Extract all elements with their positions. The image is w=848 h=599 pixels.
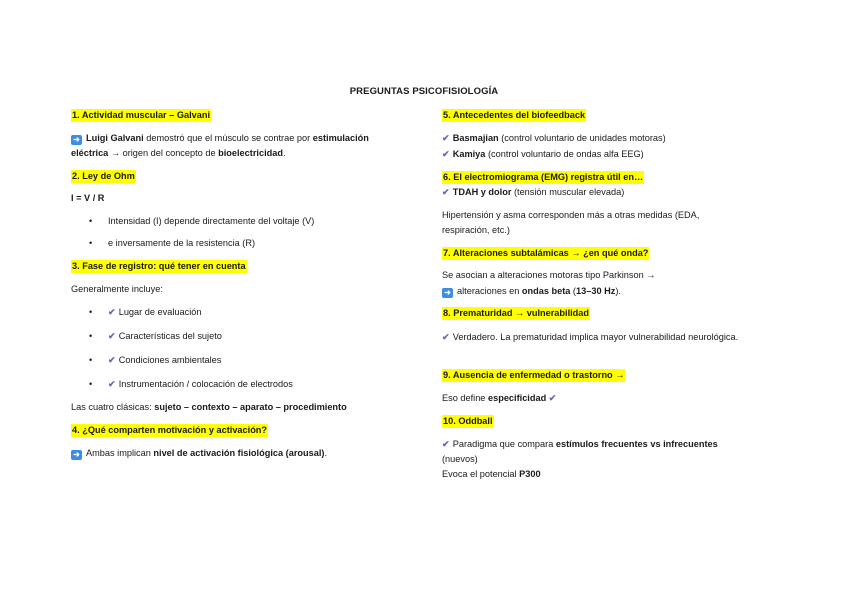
document-page: PREGUNTAS PSICOFISIOLOGÍA 1. Actividad muscular – Galvani ➜ Luigi Galvani demostró que el músculo se contrae por estimulación eléctrica → origen del concepto de bioelectricidad. 2. Ley de Ohm I = V / R • Intensidad (I) depende directamente del voltaje (V) • e inversamente de la resistencia (R) 3. Fase de registro: qué tener en cuenta Generalmente incluye: • ✔ Lugar de evaluación • ✔ Características del sujeto • ✔ Condiciones ambientales • ✔ Instrumentación / colocación de electrodos Las cuatro clásicas: sujeto – contexto – aparato – procedimiento 4. ¿Qué comparten motivación y activación? ➜ Ambas implican nivel de activación fisiológica (arousal). 5. Antecedentes del biofeedback ✔ Basmajian (control voluntario de unidades motoras) ✔ Kamiya (control voluntario de ondas alfa EEG) 6. El electromiograma (EMG) registra útil en… ✔ TDAH y dolor (tensión muscular elevada) Hipertensión y asma corresponden más a otras medidas (EDA, respiración, etc.) 7. Alteraciones subtalámicas → ¿en qué onda? Se asocian a alteraciones motoras tipo Parkinson → ➜ alteraciones en ondas beta (13–30 Hz). 8. Prematuridad → vulnerabilidad ✔ Verdadero. La prematuridad implica mayor vulnerabilidad neurológica. 9. Ausencia de enfermedad o trastorno → Eso define especificidad ✔ 10. Oddball ✔ Paradigma que compara estímulos frecuentes vs infrecuentes (nuevos) Evoca el potencial P300 bbox=[0, 0, 848, 599]
list-item: ✔ Basmajian (control voluntario de unidades motoras) bbox=[442, 133, 666, 143]
check-icon: ✔ bbox=[442, 133, 450, 143]
section-10-evoca: Evoca el potencial P300 bbox=[442, 469, 541, 479]
section-1-heading: 1. Actividad muscular – Galvani bbox=[72, 110, 211, 120]
check-icon: ✔ bbox=[108, 379, 116, 389]
section-10-text-line-2: (nuevos) bbox=[442, 454, 478, 464]
list-item: ✔ Kamiya (control voluntario de ondas alfa EEG) bbox=[442, 149, 644, 159]
check-icon: ✔ bbox=[442, 439, 450, 449]
section-7-line-1: Se asocian a alteraciones motoras tipo Parkinson → bbox=[442, 270, 656, 280]
section-8-text: ✔ Verdadero. La prematuridad implica mayor vulnerabilidad neurológica. bbox=[442, 332, 739, 342]
check-icon: ✔ bbox=[442, 187, 450, 197]
section-4-text: ➜ Ambas implican nivel de activación fisiológica (arousal). bbox=[71, 446, 327, 461]
section-3-heading: 3. Fase de registro: qué tener en cuenta bbox=[72, 261, 246, 271]
bullet-icon: • bbox=[89, 307, 93, 317]
section-1-text-line-1: ➜ Luigi Galvani demostró que el músculo se contrae por estimulación bbox=[71, 131, 369, 146]
arrow-right-icon: ➜ bbox=[442, 288, 453, 298]
bullet-icon: • bbox=[89, 216, 93, 226]
list-item: ✔ TDAH y dolor (tensión muscular elevada) bbox=[442, 187, 625, 197]
bullet-icon: • bbox=[89, 355, 93, 365]
page-title: PREGUNTAS PSICOFISIOLOGÍA bbox=[349, 86, 499, 97]
ohm-formula: I = V / R bbox=[71, 193, 105, 203]
bullet-icon: • bbox=[89, 379, 93, 389]
arrow-right-icon: ➜ bbox=[71, 135, 82, 145]
check-icon: ✔ bbox=[108, 331, 116, 341]
section-3-intro: Generalmente incluye: bbox=[71, 284, 163, 294]
arrow-right-icon: ➜ bbox=[71, 450, 82, 460]
check-icon: ✔ bbox=[442, 332, 450, 342]
section-2-heading: 2. Ley de Ohm bbox=[72, 171, 135, 181]
section-8-heading: 8. Prematuridad → vulnerabilidad bbox=[443, 308, 590, 318]
check-icon: ✔ bbox=[108, 307, 116, 317]
section-7-line-2: ➜ alteraciones en ondas beta (13–30 Hz). bbox=[442, 284, 621, 299]
section-4-heading: 4. ¿Qué comparten motivación y activación? bbox=[72, 425, 268, 435]
section-6-heading: 6. El electromiograma (EMG) registra útil en… bbox=[443, 172, 644, 182]
bullet-icon: • bbox=[89, 331, 93, 341]
section-10-heading: 10. Oddball bbox=[443, 416, 493, 426]
check-icon: ✔ bbox=[108, 355, 116, 365]
section-9-heading: 9. Ausencia de enfermedad o trastorno → bbox=[443, 370, 625, 380]
section-1-text-line-2: eléctrica → origen del concepto de bioelectricidad. bbox=[71, 148, 286, 158]
bullet-icon: • bbox=[89, 238, 93, 248]
section-5-heading: 5. Antecedentes del biofeedback bbox=[443, 110, 586, 120]
check-icon: ✔ bbox=[548, 393, 557, 403]
section-3-closing: Las cuatro clásicas: sujeto – contexto – aparato – procedimiento bbox=[71, 402, 347, 412]
section-9-text: Eso define especificidad ✔ bbox=[442, 393, 557, 403]
check-icon: ✔ bbox=[442, 149, 450, 159]
section-7-heading: 7. Alteraciones subtalámicas → ¿en qué onda? bbox=[443, 248, 649, 258]
section-10-text-line-1: ✔ Paradigma que compara estímulos frecuentes vs infrecuentes bbox=[442, 439, 718, 449]
section-6-note: Hipertensión y asma corresponden más a otras medidas (EDA, respiración, etc.) bbox=[442, 210, 700, 235]
